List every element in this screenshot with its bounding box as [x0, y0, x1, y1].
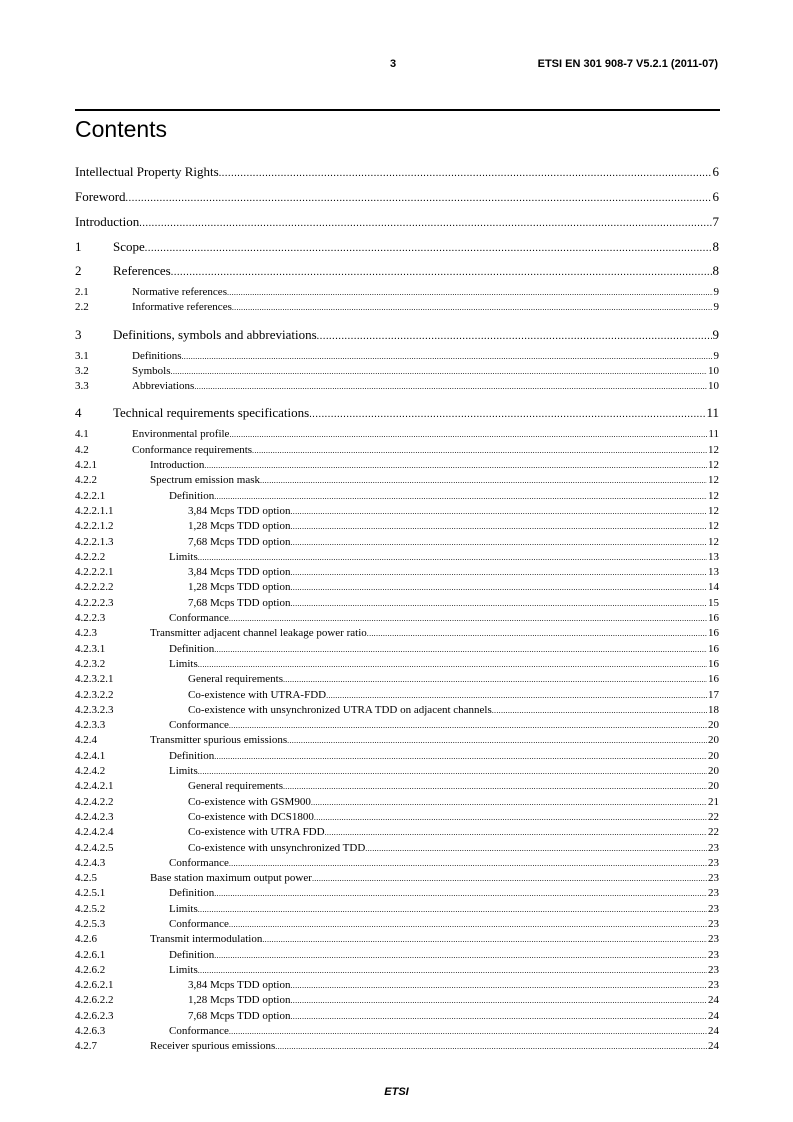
toc-leader-dots	[312, 871, 707, 886]
toc-entry-page: 12	[708, 459, 719, 472]
toc-entry-title: Transmitter adjacent channel leakage power ratio	[150, 627, 367, 640]
toc-entry-number: 4.2.2.2.1	[75, 566, 114, 579]
toc-entry-number: 4.2.4.2.4	[75, 826, 114, 839]
toc-entry[interactable]	[75, 672, 719, 687]
toc-entry[interactable]	[75, 427, 719, 442]
toc-entry-page: 24	[708, 1040, 719, 1053]
toc-entry-page: 8	[712, 239, 719, 254]
toc-entry[interactable]	[75, 657, 719, 672]
toc-entry-number: 4.2.6	[75, 933, 97, 946]
toc-entry-title: 1,28 Mcps TDD option	[188, 520, 291, 533]
toc-leader-dots	[314, 810, 707, 825]
toc-leader-dots	[229, 427, 707, 442]
toc-entry[interactable]	[75, 703, 719, 718]
toc-leader-dots	[311, 795, 707, 810]
toc-entry[interactable]	[75, 795, 719, 810]
toc-entry-number: 4.2.2	[75, 474, 97, 487]
toc-entry-page: 11	[708, 428, 719, 441]
toc-entry[interactable]	[75, 932, 719, 947]
toc-leader-dots	[290, 565, 707, 580]
toc-entry[interactable]	[75, 489, 719, 504]
toc-entry-number: 4.2.5	[75, 872, 97, 885]
toc-leader-dots	[365, 841, 707, 856]
toc-entry-number: 4.2.4.2.1	[75, 780, 114, 793]
toc-entry-number: 4.2.2.2.2	[75, 581, 114, 594]
toc-entry-title: Co-existence with UTRA FDD	[188, 826, 325, 839]
toc-entry-page: 23	[708, 933, 719, 946]
toc-entry-title: Transmitter spurious emissions	[150, 734, 288, 747]
toc-entry-title: General requirements	[188, 780, 283, 793]
toc-leader-dots	[260, 473, 707, 488]
toc-entry-number: 4.2.6.2.2	[75, 994, 114, 1007]
toc-entry-title: Environmental profile	[132, 428, 230, 441]
toc-entry-page: 8	[712, 263, 719, 278]
toc-leader-dots	[232, 300, 713, 315]
toc-entry-page: 23	[708, 856, 719, 869]
toc-entry-number: 4.2.3.2.1	[75, 673, 114, 686]
page-number: 3	[390, 58, 397, 70]
toc-entry[interactable]	[75, 733, 719, 748]
toc-entry[interactable]	[75, 237, 719, 261]
toc-entry-page: 12	[708, 474, 719, 487]
toc-entry-title: Introduction	[150, 459, 205, 472]
toc-entry-title: Co-existence with GSM900	[188, 795, 311, 808]
toc-entry-title: Conformance	[169, 612, 229, 625]
toc-entry-page: 24	[708, 994, 719, 1007]
toc-entry-page: 23	[708, 948, 719, 961]
toc-entry-title: Limits	[169, 963, 198, 976]
toc-entry[interactable]	[75, 841, 719, 856]
toc-entry-page: 23	[708, 841, 719, 854]
toc-entry-page: 20	[708, 765, 719, 778]
toc-leader-dots	[198, 902, 707, 917]
toc-entry[interactable]	[75, 856, 719, 871]
toc-leader-dots	[219, 162, 712, 184]
toc-entry[interactable]	[75, 349, 719, 364]
toc-entry[interactable]	[75, 779, 719, 794]
toc-entry[interactable]	[75, 886, 719, 901]
toc-entry-page: 13	[708, 566, 719, 579]
toc-entry-page: 15	[708, 596, 719, 609]
toc-entry-page: 23	[708, 872, 719, 885]
toc-entry-page: 16	[708, 673, 719, 686]
toc-entry[interactable]	[75, 1024, 719, 1039]
toc-entry[interactable]	[75, 504, 719, 519]
toc-entry-page: 23	[708, 917, 719, 930]
toc-entry[interactable]	[75, 473, 719, 488]
toc-leader-dots	[229, 718, 707, 733]
toc-entry-title: Conformance requirements	[132, 443, 253, 456]
toc-entry-page: 16	[708, 612, 719, 625]
toc-leader-dots	[182, 349, 713, 364]
toc-entry[interactable]	[75, 611, 719, 626]
toc-leader-dots	[290, 519, 707, 534]
toc-entry-number: 4.2.2.1.1	[75, 504, 114, 517]
toc-entry-title: 7,68 Mcps TDD option	[188, 1009, 291, 1022]
toc-entry-page: 12	[708, 535, 719, 548]
toc-entry-number: 4.2.6.2	[75, 963, 106, 976]
toc-entry-number: 4.2.6.2.3	[75, 1009, 114, 1022]
toc-entry-title: Transmit intermodulation	[150, 933, 263, 946]
toc-entry-page: 20	[708, 749, 719, 762]
toc-entry-number: 2	[75, 263, 82, 278]
toc-entry-page: 24	[708, 1025, 719, 1038]
toc-leader-dots	[171, 261, 712, 283]
toc-entry-page: 6	[712, 189, 719, 204]
toc-entry[interactable]	[75, 642, 719, 657]
toc-entry[interactable]	[75, 871, 719, 886]
toc-entry-page: 7	[712, 214, 719, 229]
toc-leader-dots	[214, 489, 707, 504]
toc-entry-title: Spectrum emission mask	[150, 474, 260, 487]
toc-leader-dots	[229, 611, 707, 626]
toc-entry-page: 16	[708, 627, 719, 640]
toc-entry-title: Symbols	[132, 364, 171, 377]
toc-entry[interactable]	[75, 810, 719, 825]
toc-entry[interactable]	[75, 261, 719, 285]
toc-leader-dots	[145, 237, 712, 259]
toc-entry[interactable]	[75, 285, 719, 300]
toc-entry-title: Abbreviations	[132, 380, 195, 393]
toc-entry-page: 23	[708, 887, 719, 900]
toc-entry-page: 18	[708, 703, 719, 716]
toc-entry-title: Definition	[169, 489, 215, 502]
toc-leader-dots	[214, 749, 707, 764]
toc-leader-dots	[198, 963, 707, 978]
toc-entry-page: 12	[708, 520, 719, 533]
toc-entry-title: Conformance	[169, 856, 229, 869]
toc-entry-number: 4.2.3	[75, 627, 97, 640]
toc-leader-dots	[309, 403, 705, 425]
toc-entry-title: Technical requirements specifications	[113, 405, 310, 421]
toc-entry-number: 4.2.3.2	[75, 657, 106, 670]
toc-entry-number: 4.2.3.2.2	[75, 688, 114, 701]
toc-leader-dots	[198, 764, 707, 779]
toc-entry[interactable]	[75, 162, 719, 187]
toc-entry-title: Definition	[169, 749, 215, 762]
toc-entry[interactable]	[75, 626, 719, 641]
toc-leader-dots	[214, 886, 707, 901]
toc-entry[interactable]	[75, 379, 719, 394]
toc-leader-dots	[290, 1009, 707, 1024]
toc-entry-title: Co-existence with UTRA-FDD	[188, 688, 327, 701]
toc-entry-title: Definitions, symbols and abbreviations	[113, 326, 317, 342]
toc-entry-title: 3,84 Mcps TDD option	[188, 504, 291, 517]
toc-entry-title: Introduction	[75, 214, 140, 229]
toc-entry-page: 9	[712, 326, 719, 342]
toc-leader-dots	[204, 458, 707, 473]
toc-entry[interactable]	[75, 718, 719, 733]
toc-leader-dots	[290, 504, 707, 519]
toc-entry-title: Foreword	[75, 189, 126, 204]
toc-entry-number: 3.2	[75, 364, 89, 377]
toc-leader-dots	[227, 285, 713, 300]
toc-entry-number: 3.1	[75, 349, 89, 362]
toc-entry-number: 4.2.6.3	[75, 1025, 106, 1038]
toc-entry[interactable]	[75, 993, 719, 1008]
toc-entry-number: 4.2.7	[75, 1040, 97, 1053]
toc-entry-number: 4.2.6.2.1	[75, 979, 114, 992]
toc-entry-title: 3,84 Mcps TDD option	[188, 566, 291, 579]
toc-entry-title: 7,68 Mcps TDD option	[188, 596, 291, 609]
toc-entry-number: 4.2.2.2.3	[75, 596, 114, 609]
toc-entry[interactable]	[75, 550, 719, 565]
toc-entry-number: 4.2.4.2.2	[75, 795, 114, 808]
toc-entry-title: Limits	[169, 550, 198, 563]
toc-entry-number: 4.2.2.1	[75, 489, 106, 502]
toc-entry-title: Co-existence with unsynchronized TDD	[188, 841, 366, 854]
toc-leader-dots	[262, 932, 707, 947]
toc-entry-title: 3,84 Mcps TDD option	[188, 979, 291, 992]
header-rule	[75, 109, 720, 111]
toc-leader-dots	[325, 825, 707, 840]
toc-entry-number: 4.2.3.1	[75, 642, 106, 655]
toc-entry-number: 4.2.4.2.5	[75, 841, 114, 854]
toc-entry-title: References	[113, 263, 171, 278]
toc-leader-dots	[229, 856, 707, 871]
toc-entry-title: Definition	[169, 887, 215, 900]
toc-entry-number: 4.2.3.2.3	[75, 703, 114, 716]
toc-entry-number: 3	[75, 326, 82, 342]
toc-entry[interactable]	[75, 212, 719, 237]
toc-entry-page: 22	[708, 810, 719, 823]
toc-entry-title: Definitions	[132, 349, 182, 362]
toc-leader-dots	[283, 672, 707, 687]
toc-entry-title: Limits	[169, 902, 198, 915]
toc-entry[interactable]	[75, 364, 719, 379]
toc-entry-title: Co-existence with DCS1800	[188, 810, 314, 823]
document-id: ETSI EN 301 908-7 V5.2.1 (2011-07)	[537, 58, 718, 70]
toc-entry-number: 4.2	[75, 443, 89, 456]
toc-entry-page: 13	[708, 550, 719, 563]
toc-entry-number: 4.2.4.1	[75, 749, 106, 762]
toc-leader-dots	[283, 779, 707, 794]
toc-entry-number: 4.2.4.2	[75, 765, 106, 778]
toc-entry-page: 20	[708, 719, 719, 732]
toc-entry[interactable]	[75, 688, 719, 703]
toc-entry-number: 4	[75, 405, 82, 421]
toc-entry-page: 23	[708, 979, 719, 992]
toc-entry[interactable]	[75, 187, 719, 212]
toc-entry-title: Conformance	[169, 917, 229, 930]
toc-entry-title: Informative references	[132, 301, 232, 314]
toc-entry[interactable]	[75, 565, 719, 580]
toc-leader-dots	[492, 703, 707, 718]
toc-entry-title: Definition	[169, 948, 215, 961]
toc-entry-title: Limits	[169, 765, 198, 778]
toc-entry-title: Receiver spurious emissions	[150, 1040, 276, 1053]
toc-leader-dots	[326, 688, 707, 703]
toc-entry-number: 4.2.1	[75, 459, 97, 472]
toc-entry[interactable]	[75, 535, 719, 550]
toc-leader-dots	[317, 325, 712, 347]
toc-entry[interactable]	[75, 300, 719, 315]
toc-leader-dots	[229, 1024, 707, 1039]
toc-entry-number: 4.2.3.3	[75, 719, 106, 732]
toc-leader-dots	[198, 550, 707, 565]
toc-entry-number: 2.2	[75, 301, 89, 314]
toc-entry-page: 14	[708, 581, 719, 594]
toc-entry[interactable]	[75, 580, 719, 595]
toc-entry-page: 11	[706, 405, 719, 421]
toc-entry-page: 6	[712, 164, 719, 179]
toc-leader-dots	[214, 948, 707, 963]
toc-entry-number: 2.1	[75, 286, 89, 298]
toc-entry[interactable]	[75, 519, 719, 534]
toc-entry-number: 4.2.2.2	[75, 550, 106, 563]
toc-entry-page: 9	[713, 286, 719, 298]
toc-leader-dots	[290, 993, 707, 1008]
toc-entry-page: 10	[708, 380, 719, 393]
toc-entry-page: 16	[708, 642, 719, 655]
toc-entry-number: 4.2.4	[75, 734, 97, 747]
toc-entry[interactable]	[75, 963, 719, 978]
toc-leader-dots	[290, 535, 707, 550]
toc-entry[interactable]	[75, 902, 719, 917]
toc-entry-page: 9	[713, 301, 719, 314]
toc-entry[interactable]	[75, 403, 719, 427]
toc-leader-dots	[229, 917, 707, 932]
toc-entry-title: 7,68 Mcps TDD option	[188, 535, 291, 548]
toc-entry-title: Co-existence with unsynchronized UTRA TDD on adjacent channels	[188, 703, 492, 716]
toc-entry-number: 4.2.2.3	[75, 612, 106, 625]
toc-entry-number: 3.3	[75, 380, 89, 393]
toc-entry-page: 20	[708, 734, 719, 747]
table-of-contents	[75, 162, 719, 1055]
toc-entry-title: 1,28 Mcps TDD option	[188, 581, 291, 594]
toc-entry-page: 12	[708, 504, 719, 517]
page-title: Contents	[75, 116, 168, 142]
toc-entry-number: 4.2.2.1.3	[75, 535, 114, 548]
toc-entry-page: 10	[708, 364, 719, 377]
toc-entry-page: 21	[708, 795, 719, 808]
toc-entry-number: 4.2.4.3	[75, 856, 106, 869]
toc-entry-title: Scope	[113, 239, 145, 254]
toc-entry[interactable]	[75, 1039, 719, 1054]
toc-entry[interactable]	[75, 596, 719, 611]
toc-entry-number: 4.2.2.1.2	[75, 520, 114, 533]
toc-entry-page: 24	[708, 1009, 719, 1022]
toc-leader-dots	[139, 212, 711, 234]
toc-entry-title: Intellectual Property Rights	[75, 164, 219, 179]
toc-entry-page: 20	[708, 780, 719, 793]
toc-entry-page: 16	[708, 657, 719, 670]
toc-entry-page: 12	[708, 443, 719, 456]
toc-entry-page: 12	[708, 489, 719, 502]
toc-entry-title: Limits	[169, 657, 198, 670]
toc-entry-title: Normative references	[132, 286, 227, 298]
toc-entry[interactable]	[75, 1009, 719, 1024]
toc-leader-dots	[275, 1039, 707, 1054]
toc-leader-dots	[367, 626, 707, 641]
toc-entry[interactable]	[75, 325, 719, 349]
toc-entry-page: 23	[708, 902, 719, 915]
toc-entry[interactable]	[75, 978, 719, 993]
toc-entry[interactable]	[75, 764, 719, 779]
toc-entry-number: 4.2.5.1	[75, 887, 106, 900]
toc-leader-dots	[171, 364, 707, 379]
toc-entry-title: Base station maximum output power	[150, 872, 312, 885]
toc-entry-number: 4.2.6.1	[75, 948, 106, 961]
toc-entry-number: 4.1	[75, 428, 89, 441]
toc-gap	[75, 316, 719, 325]
toc-entry-number: 4.2.5.3	[75, 917, 106, 930]
toc-entry-title: General requirements	[188, 673, 283, 686]
toc-entry-page: 9	[713, 349, 719, 362]
toc-entry-title: Conformance	[169, 719, 229, 732]
toc-entry-title: Conformance	[169, 1025, 229, 1038]
toc-leader-dots	[198, 657, 707, 672]
toc-leader-dots	[287, 733, 707, 748]
toc-leader-dots	[214, 642, 707, 657]
toc-entry[interactable]	[75, 825, 719, 840]
toc-entry-page: 23	[708, 963, 719, 976]
toc-entry[interactable]	[75, 458, 719, 473]
toc-entry[interactable]	[75, 443, 719, 458]
toc-leader-dots	[126, 187, 712, 209]
toc-entry[interactable]	[75, 917, 719, 932]
toc-entry[interactable]	[75, 948, 719, 963]
toc-leader-dots	[290, 580, 707, 595]
toc-leader-dots	[290, 978, 707, 993]
toc-leader-dots	[194, 379, 707, 394]
toc-entry-number: 1	[75, 239, 82, 254]
toc-entry-title: 1,28 Mcps TDD option	[188, 994, 291, 1007]
toc-entry-title: Definition	[169, 642, 215, 655]
toc-entry[interactable]	[75, 749, 719, 764]
footer-etsi: ETSI	[384, 1086, 409, 1098]
toc-entry-page: 22	[708, 826, 719, 839]
toc-entry-page: 17	[708, 688, 719, 701]
toc-leader-dots	[252, 443, 707, 458]
toc-entry-number: 4.2.5.2	[75, 902, 106, 915]
toc-gap	[75, 394, 719, 403]
toc-leader-dots	[290, 596, 707, 611]
toc-entry-number: 4.2.4.2.3	[75, 810, 114, 823]
